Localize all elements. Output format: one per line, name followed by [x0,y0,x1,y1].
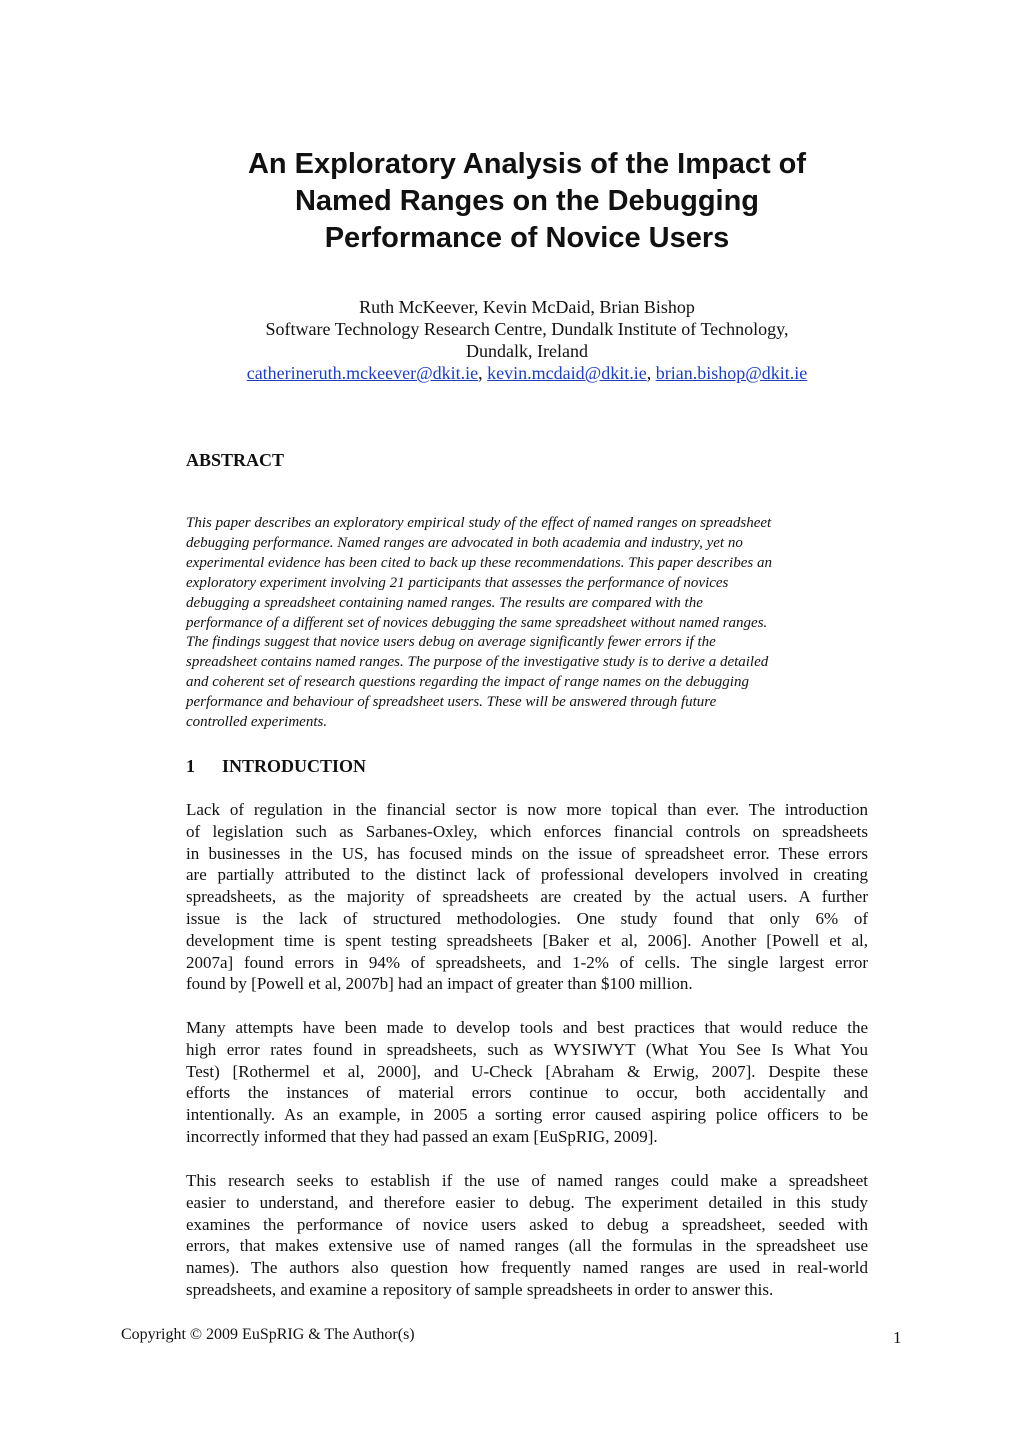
paragraph-line: Many attempts have been made to develop tools and best practices that would reduce the [186,1018,868,1037]
section-title: INTRODUCTION [222,756,367,776]
author-names: Ruth McKeever, Kevin McDaid, Brian Bishop [359,297,695,317]
paragraph-line: in businesses in the US, has focused minds on the issue of spreadsheet error. These errors [186,843,868,863]
abstract-line: performance of a different set of novices debugging the same spreadsheet without named ranges. [186,614,768,631]
paragraph-line: spreadsheets, and examine a repository of sample spreadsheets in order to answer this. [186,1279,774,1299]
intro-paragraph-1 [186,799,868,995]
paper-title [120,146,934,257]
paragraph-line: of legislation such as Sarbanes-Oxley, which enforces financial controls on spreadsheets [186,821,868,841]
paragraph-line: development time is spent testing spreadsheets [Baker et al, 2006]. Another [Powell et al, [186,930,868,950]
email-separator: , [478,363,483,383]
section-number: 1 [186,756,195,776]
abstract-line: debugging performance. Named ranges are advocated in both academia and industry, yet no [186,534,743,551]
paragraph-line: issue is the lack of structured methodologies. One study found that only 6% of [186,908,868,928]
paragraph-line: found by [Powell et al, 2007b] had an impact of greater than $100 million. [186,974,693,994]
email-separator: , [646,363,652,383]
abstract-line: experimental evidence has been cited to back up these recommendations. This paper describes an [186,554,772,571]
paragraph-line: efforts the instances of material errors continue to occur, both accidentally and [186,1083,868,1103]
abstract-line: performance and behaviour of spreadsheet users. These will be answered through future [186,694,717,711]
abstract-line: The findings suggest that novice users debug on average significantly fewer errors if the [186,634,716,651]
paragraph-line: Test) [Rothermel et al, 2000], and U-Check [Abraham & Erwig, 2007]. Despite these [186,1061,868,1081]
title-line: Named Ranges on the Debugging [294,185,760,217]
abstract-line: debugging a spreadsheet containing named ranges. The results are compared with the [186,594,703,611]
intro-paragraph-3 [186,1170,868,1301]
paragraph-line: easier to understand, and therefore easier to debug. The experiment detailed in this study [186,1192,868,1212]
paragraph-line: high error rates found in spreadsheets, such as WYSIWYT (What You See Is What You [186,1039,868,1059]
intro-paragraph-2 [186,1017,868,1148]
paragraph-line: Lack of regulation in the financial sector is now more topical than ever. The introduction [186,800,868,819]
section-heading-introduction [186,756,366,777]
paragraph-line: 2007a] found errors in 94% of spreadsheets, and 1-2% of cells. The single largest error [186,952,868,972]
paragraph-line: are partially attributed to the distinct lack of professional developers involved in creating [186,865,868,885]
affiliation-line: Software Technology Research Centre, Dundalk Institute of Technology, [265,319,789,339]
paragraph-line: This research seeks to establish if the use of named ranges could make a spreadsheet [186,1171,868,1190]
abstract-line: This paper describes an exploratory empirical study of the effect of named ranges on spreadsheet [186,515,772,531]
author-block [150,296,904,384]
paragraph-line: spreadsheets, as the majority of spreadsheets are created by the actual users. A further [186,887,868,907]
email-link[interactable]: brian.bishop@dkit.ie [655,363,808,383]
paragraph-line: incorrectly informed that they had passed an exam [EuSpRIG, 2009]. [186,1126,658,1146]
copyright-footer: Copyright © 2009 EuSpRIG & The Author(s) [121,1326,415,1343]
abstract-line: spreadsheet contains named ranges. The purpose of the investigative study is to derive a detailed [186,654,769,671]
email-link[interactable]: kevin.mcdaid@dkit.ie [487,363,647,383]
email-link[interactable]: catherineruth.mckeever@dkit.ie [246,363,479,383]
abstract-text [186,514,856,733]
title-line: An Exploratory Analysis of the Impact of [247,148,807,180]
abstract-line: and coherent set of research questions regarding the impact of range names on the debugging [186,674,749,691]
title-line: Performance of Novice Users [324,222,730,254]
email-line [150,362,904,384]
paragraph-line: examines the performance of novice users asked to debug a spreadsheet, seeded with [186,1214,868,1234]
abstract-line: exploratory experiment involving 21 participants that assesses the performance of novices [186,574,729,591]
abstract-heading: ABSTRACT [186,450,285,470]
page-number: 1 [893,1328,902,1347]
paragraph-line: intentionally. As an example, in 2005 a sorting error caused aspiring police officers to be [186,1105,868,1125]
affiliation-line: Dundalk, Ireland [466,341,588,361]
paragraph-line: errors, that makes extensive use of named ranges (all the formulas in the spreadsheet use [186,1236,868,1256]
abstract-line: controlled experiments. [186,714,328,731]
paragraph-line: names). The authors also question how frequently named ranges are used in real-world [186,1258,868,1278]
